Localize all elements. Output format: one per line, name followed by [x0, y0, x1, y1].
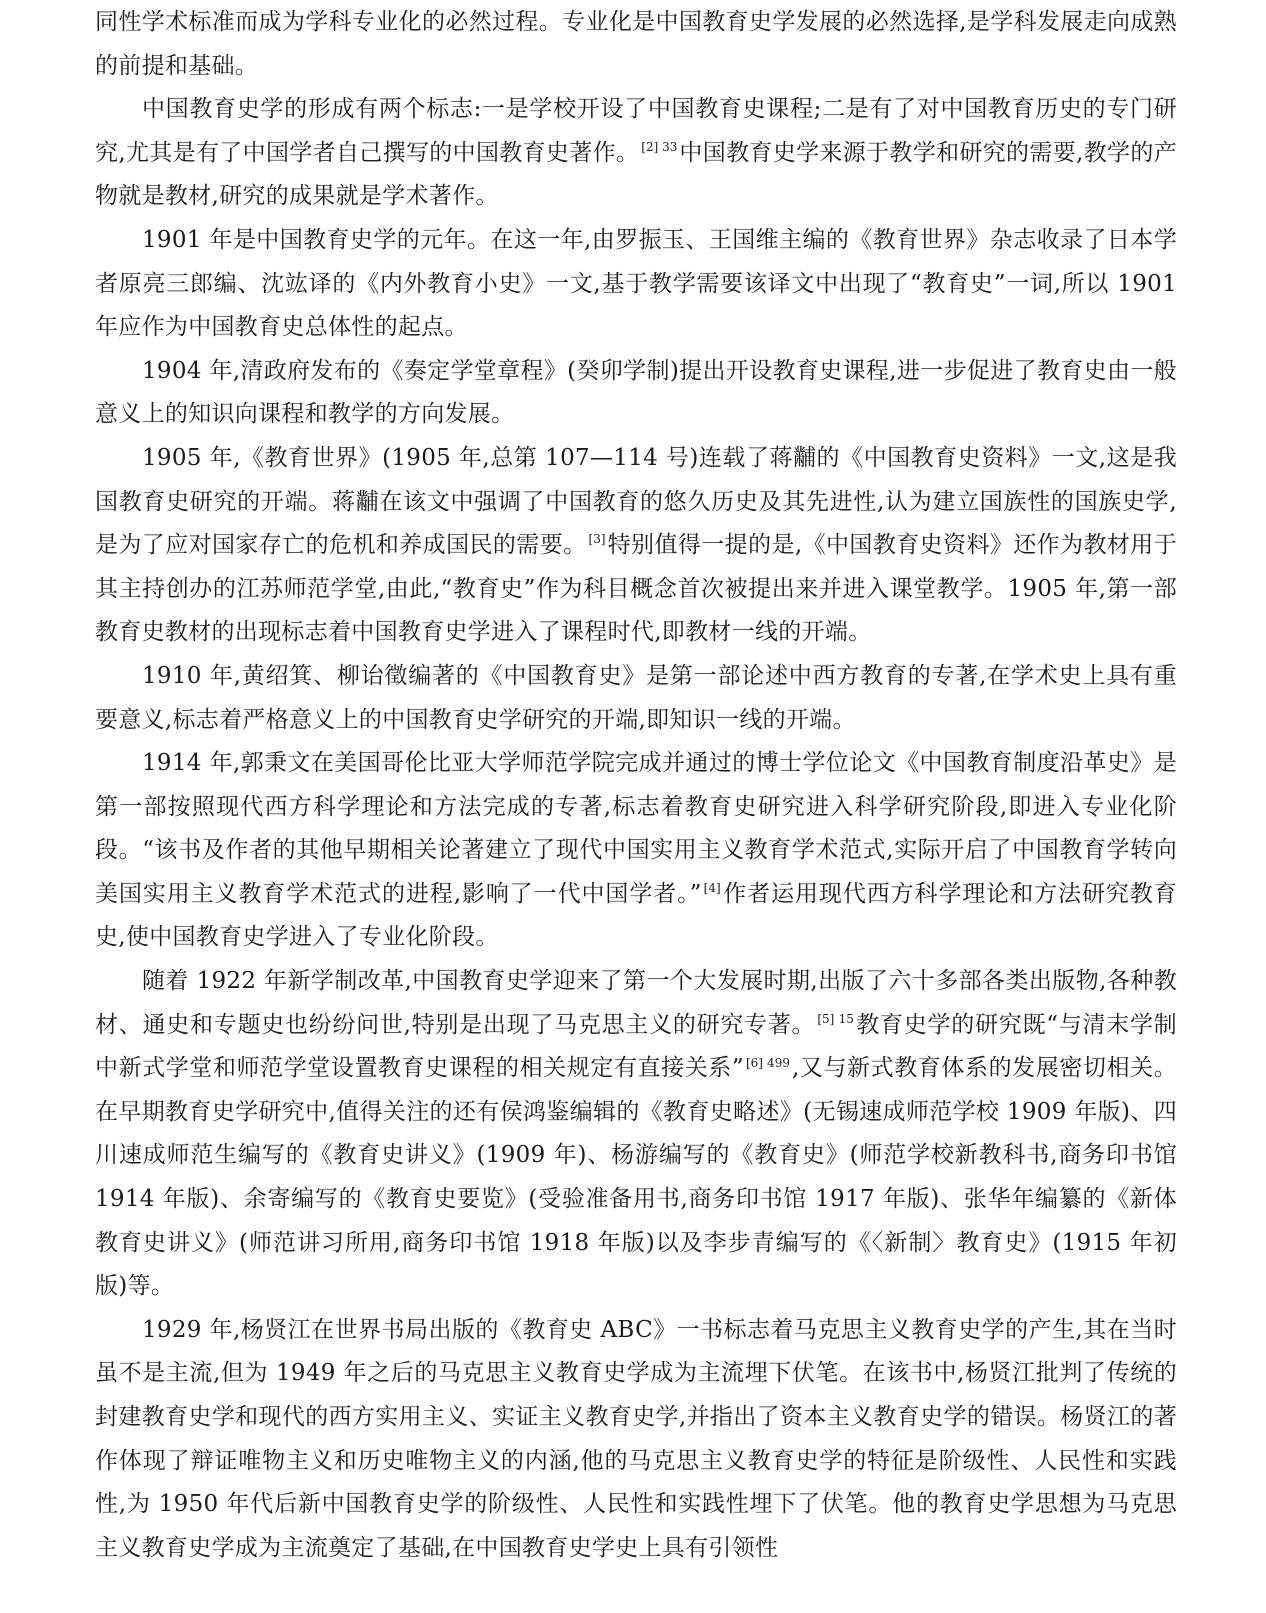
paragraph-text: ,又与新式教育体系的发展密切相关。在早期教育史学研究中,值得关注的还有侯鸿鉴编辑的《教育史略述》(无锡速成师范学校 1909 年版)、四川速成师范生编写的《教育史讲义》(1909 年)、杨游编写的《教育史》(师范学校新教科书,商务印书馆 1914 年版)、余寄编写的《教育史要览》(受验准备用书,商务印书馆 1917 年版)、张华年编纂的《新体教育史讲义》(师范讲习所用,商务印书馆 1918 年版)以及李步青编写的《〈新制〉教育史》(1915 年初版)等。: [95, 1055, 1177, 1300]
paragraph-text: 1901 年是中国教育史学的元年。在这一年,由罗振玉、王国维主编的《教育世界》杂志收录了日本学者原亮三郎编、沈竑译的《内外教育小史》一文,基于教学需要该译文中出现了“教育史”一词,所以 1901 年应作为中国教育史总体性的起点。: [95, 226, 1177, 341]
paragraph-text: 同性学术标准而成为学科专业化的必然过程。专业化是中国教育史学发展的必然选择,是学科发展走向成熟的前提和基础。: [95, 9, 1177, 79]
paragraph: [95, 960, 1177, 1309]
citation-marker: [3]: [588, 532, 606, 547]
paragraph-text: 1905 年,《教育世界》(1905 年,总第 107—114 号)连载了蒋黼的《中国教育史资料》一文,这是我国教育史研究的开端。蒋黼在该文中强调了中国教育的悠久历史及其先进性,认为建立国族性的国族史学,是为了应对国家存亡的危机和养成国民的需要。: [95, 444, 1177, 559]
paragraph-text: 1914 年,郭秉文在美国哥伦比亚大学师范学院完成并通过的博士学位论文《中国教育制度沿革史》是第一部按照现代西方科学理论和方法完成的专著,标志着教育史研究进入科学研究阶段,即进入专业化阶段。“该书及作者的其他早期相关论著建立了现代中国实用主义教育学术范式,实际开启了中国教育学转向美国实用主义教育学术范式的进程,影响了一代中国学者。”: [95, 750, 1177, 907]
citation-marker: [5] 15: [817, 1012, 854, 1026]
paragraph-text: 教育史学的研究既“与清末学制中新式学堂和师范学堂设置教育史课程的相关规定有直接关系”: [95, 1011, 1177, 1082]
paragraph: [95, 742, 1177, 960]
paragraph-text: 1929 年,杨贤江在世界书局出版的《教育史 ABC》一书标志着马克思主义教育史学的产生,其在当时虽不是主流,但为 1949 年之后的马克思主义教育史学成为主流埋下伏笔。在该书中,杨贤江批判了传统的封建教育史学和现代的西方实用主义、实证主义教育史学,并指出了资本主义教育史学的错误。杨贤江的著作体现了辩证唯物主义和历史唯物主义的内涵,他的马克思主义教育史学的特征是阶级性、人民性和实践性,为 1950 年代后新中国教育史学的阶级性、人民性和实践性埋下了伏笔。他的教育史学思想为马克思主义教育史学成为主流奠定了基础,在中国教育史学史上具有引领性: [95, 1316, 1177, 1561]
paragraph-text: 1910 年,黄绍箕、柳诒徵编著的《中国教育史》是第一部论述中西方教育的专著,在学术史上具有重要意义,标志着严格意义上的中国教育史学研究的开端,即知识一线的开端。: [95, 662, 1177, 733]
paragraph: [95, 219, 1177, 350]
paragraph-text: 中国教育史学的形成有两个标志:一是学校开设了中国教育史课程;二是有了对中国教育历史的专门研究,尤其是有了中国学者自己撰写的中国教育史著作。: [95, 96, 1177, 166]
paragraph-text: 1904 年,清政府发布的《奏定学堂章程》(癸卯学制)提出开设教育史课程,进一步促进了教育史由一般意义上的知识向课程和教学的方向发展。: [95, 357, 1177, 428]
paragraph-text: 随着 1922 年新学制改革,中国教育史学迎来了第一个大发展时期,出版了六十多部各类出版物,各种教材、通史和专题史也纷纷问世,特别是出现了马克思主义的研究专著。: [95, 968, 1177, 1038]
paragraph-text: 中国教育史学来源于教学和研究的需要,教学的产物就是教材,研究的成果就是学术著作。: [95, 139, 1177, 210]
paragraph-text: 作者运用现代西方科学理论和方法研究教育史,使中国教育史学进入了专业化阶段。: [95, 880, 1177, 951]
paragraph: [95, 1309, 1177, 1571]
paragraph: [95, 437, 1177, 655]
paragraph: [95, 1, 1177, 88]
citation-marker: [6] 499: [745, 1055, 790, 1070]
document-page: [95, 0, 1177, 1613]
paragraph-text: 特别值得一提的是,《中国教育史资料》还作为教材用于其主持创办的江苏师范学堂,由此,“教育史”作为科目概念首次被提出来并进入课堂教学。1905 年,第一部教育史教材的出现标志着中国教育史学进入了课程时代,即教材一线的开端。: [95, 532, 1177, 646]
paragraph: [95, 655, 1177, 742]
paragraph: [95, 88, 1177, 219]
citation-marker: [4]: [703, 881, 721, 896]
paragraph: [95, 350, 1177, 437]
citation-marker: [2] 33: [641, 140, 678, 155]
